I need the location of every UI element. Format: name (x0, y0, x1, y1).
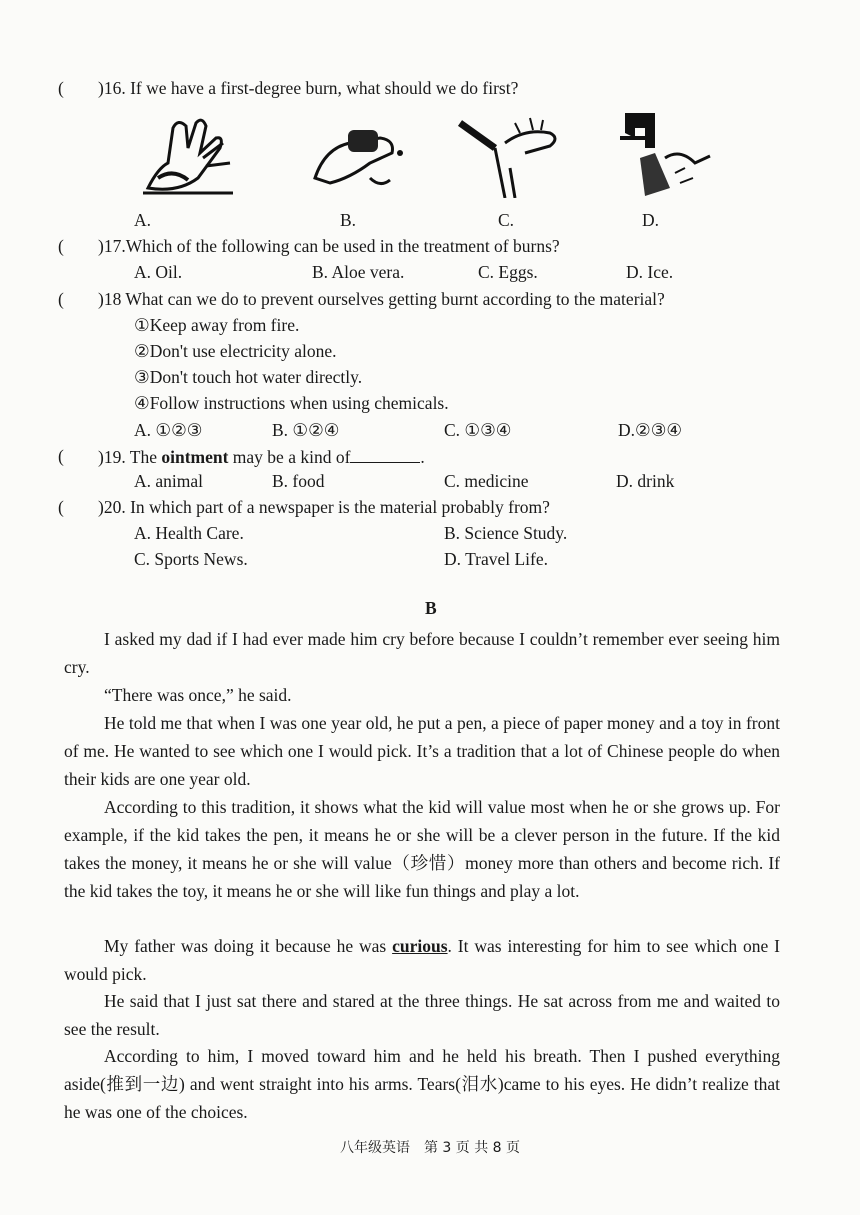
section-b-title: B (425, 598, 437, 618)
passage-paragraph-4: According to this tradition, it shows what the kid will value most when he or she grows up. For example, if the kid takes the pen, it means he or she will be a clever person in the future. If the kid takes the money, it means he or she will value（珍惜）money more than others and become rich. If the kid takes the toy, it means he or she will like fun things and play a lot. (64, 797, 780, 901)
question-19-option-d[interactable]: D. drink (616, 471, 675, 491)
question-17-option-c[interactable]: C. Eggs. (478, 262, 538, 282)
question-19-option-a[interactable]: A. animal (134, 471, 204, 491)
tap-water-icon (615, 108, 720, 198)
passage-paragraph-6: He said that I just sat there and stared at the three things. He sat across from me and waited to see the result. (64, 991, 780, 1039)
question-18-text: )18 What can we do to prevent ourselves getting burnt according to the material? (98, 289, 665, 309)
question-18-option-a[interactable]: A. ①②③ (134, 420, 203, 440)
question-18-option-c[interactable]: C. ①③④ (444, 420, 512, 440)
passage-paragraph-3: He told me that when I was one year old, he put a pen, a piece of paper money and a toy in front of me. He wanted to see which one I would pick. It’s a tradition that a lot of Chinese people do when their kids are one year old. (64, 713, 780, 789)
hand-with-flame-icon (138, 108, 238, 198)
question-18-option-d[interactable]: D.②③④ (618, 420, 683, 440)
question-17-option-d[interactable]: D. Ice. (626, 262, 674, 282)
wrapping-hand-icon (310, 108, 410, 198)
question-19-option-c[interactable]: C. medicine (444, 471, 529, 491)
question-18-option-b[interactable]: B. ①②④ (272, 420, 340, 440)
question-18-item-3: ③Don't touch hot water directly. (134, 367, 363, 387)
keyword-ointment: ointment (161, 447, 229, 467)
question-16-text: )16. If we have a first-degree burn, what should we do first? (98, 78, 519, 98)
question-17-option-a[interactable]: A. Oil. (134, 262, 183, 282)
question-20-option-d[interactable]: D. Travel Life. (444, 549, 549, 569)
answer-bracket-20[interactable]: ( (58, 497, 64, 517)
question-17-text: )17.Which of the following can be used in the treatment of burns? (98, 236, 560, 256)
page-footer: 八年级英语 第 3 页 共 8 页 (339, 1140, 521, 1156)
answer-bracket-18[interactable]: ( (58, 289, 64, 309)
question-16-option-d[interactable]: D. (642, 210, 660, 230)
spraying-hand-icon (455, 108, 570, 198)
passage-paragraph-2: “There was once,” he said. (104, 685, 292, 705)
question-20-option-a[interactable]: A. Health Care. (134, 523, 244, 543)
question-18-item-4: ④Follow instructions when using chemicals. (134, 393, 449, 413)
question-20-text: )20. In which part of a newspaper is the material probably from? (98, 497, 550, 517)
question-16-option-c[interactable]: C. (498, 210, 515, 230)
question-16-option-b[interactable]: B. (340, 210, 357, 230)
keyword-curious: curious (392, 936, 448, 956)
question-20-option-b[interactable]: B. Science Study. (444, 523, 568, 543)
question-19-option-b[interactable]: B. food (272, 471, 325, 491)
passage-paragraph-5: My father was doing it because he was curious. It was interesting for him to see which one I would pick. (64, 936, 780, 984)
question-20-option-c[interactable]: C. Sports News. (134, 549, 248, 569)
answer-bracket-19[interactable]: ( (58, 446, 64, 466)
question-16-option-a[interactable]: A. (134, 210, 152, 230)
question-17-option-b[interactable]: B. Aloe vera. (312, 262, 405, 282)
question-19-text: )19. The ointment may be a kind of . (98, 447, 425, 467)
passage-paragraph-7: According to him, I moved toward him and he held his breath. Then I pushed everything aside(推到一边) and went straight into his arms. Tears(泪水)came to his eyes. He didn’t realize that he was one of the choices. (64, 1046, 780, 1122)
answer-blank[interactable] (350, 446, 420, 463)
question-18-item-2: ②Don't use electricity alone. (134, 341, 337, 361)
passage-paragraph-1: I asked my dad if I had ever made him cry before because I couldn’t remember ever seeing him cry. (64, 629, 780, 677)
answer-bracket-16[interactable]: ( (58, 78, 64, 98)
question-18-item-1: ①Keep away from fire. (134, 315, 300, 335)
answer-bracket-17[interactable]: ( (58, 236, 64, 256)
